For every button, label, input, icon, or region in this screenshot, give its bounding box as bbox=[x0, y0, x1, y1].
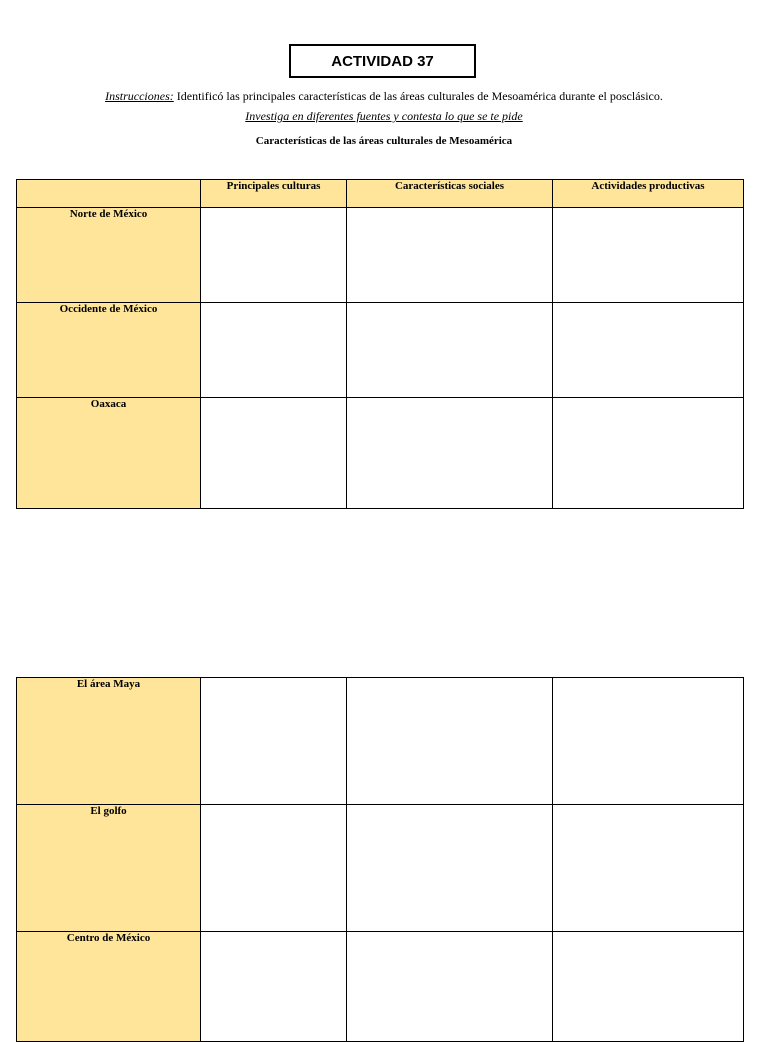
table-row bbox=[17, 398, 744, 509]
activity-title: ACTIVIDAD 37 bbox=[289, 44, 476, 78]
header-actividades-productivas: Actividades productivas bbox=[553, 180, 744, 208]
header-caracteristicas-sociales: Características sociales bbox=[347, 180, 553, 208]
answer-cell-culturas[interactable] bbox=[201, 398, 347, 509]
table-title: Características de las áreas culturales de Mesoamérica bbox=[255, 135, 513, 147]
table-row bbox=[17, 805, 744, 932]
answer-cell-productivas[interactable] bbox=[553, 805, 744, 932]
answer-cell-productivas[interactable] bbox=[553, 303, 744, 398]
answer-cell-culturas[interactable] bbox=[201, 303, 347, 398]
row-label-centro-de-mexico: Centro de México bbox=[17, 932, 201, 1042]
header-principales-culturas: Principales culturas bbox=[201, 180, 347, 208]
answer-cell-productivas[interactable] bbox=[553, 678, 744, 805]
answer-cell-productivas[interactable] bbox=[553, 932, 744, 1042]
answer-cell-sociales[interactable] bbox=[347, 208, 553, 303]
areas-table-part-1 bbox=[16, 179, 744, 509]
instructions-text: Identificó las principales características de las áreas culturales de Mesoamérica durante el posclásico. bbox=[173, 89, 663, 103]
areas-table-part-2 bbox=[16, 677, 744, 1042]
answer-cell-sociales[interactable] bbox=[347, 678, 553, 805]
row-label-oaxaca: Oaxaca bbox=[17, 398, 201, 509]
table-row bbox=[17, 208, 744, 303]
row-label-occidente-de-mexico: Occidente de México bbox=[17, 303, 201, 398]
row-label-el-golfo: El golfo bbox=[17, 805, 201, 932]
table-header-row bbox=[17, 180, 744, 208]
instructions-label: Instrucciones: bbox=[105, 89, 174, 103]
table-row bbox=[17, 932, 744, 1042]
answer-cell-productivas[interactable] bbox=[553, 208, 744, 303]
answer-cell-sociales[interactable] bbox=[347, 398, 553, 509]
table-row bbox=[17, 678, 744, 805]
answer-cell-culturas[interactable] bbox=[201, 805, 347, 932]
row-label-el-area-maya: El área Maya bbox=[17, 678, 201, 805]
answer-cell-culturas[interactable] bbox=[201, 932, 347, 1042]
row-label-norte-de-mexico: Norte de México bbox=[17, 208, 201, 303]
answer-cell-culturas[interactable] bbox=[201, 208, 347, 303]
answer-cell-sociales[interactable] bbox=[347, 932, 553, 1042]
instructions bbox=[0, 89, 768, 103]
answer-cell-productivas[interactable] bbox=[553, 398, 744, 509]
answer-cell-culturas[interactable] bbox=[201, 678, 347, 805]
instructions-secondary: Investiga en diferentes fuentes y contesta lo que se te pide bbox=[245, 109, 523, 123]
answer-cell-sociales[interactable] bbox=[347, 805, 553, 932]
answer-cell-sociales[interactable] bbox=[347, 303, 553, 398]
table-row bbox=[17, 303, 744, 398]
header-corner-cell bbox=[17, 180, 201, 208]
